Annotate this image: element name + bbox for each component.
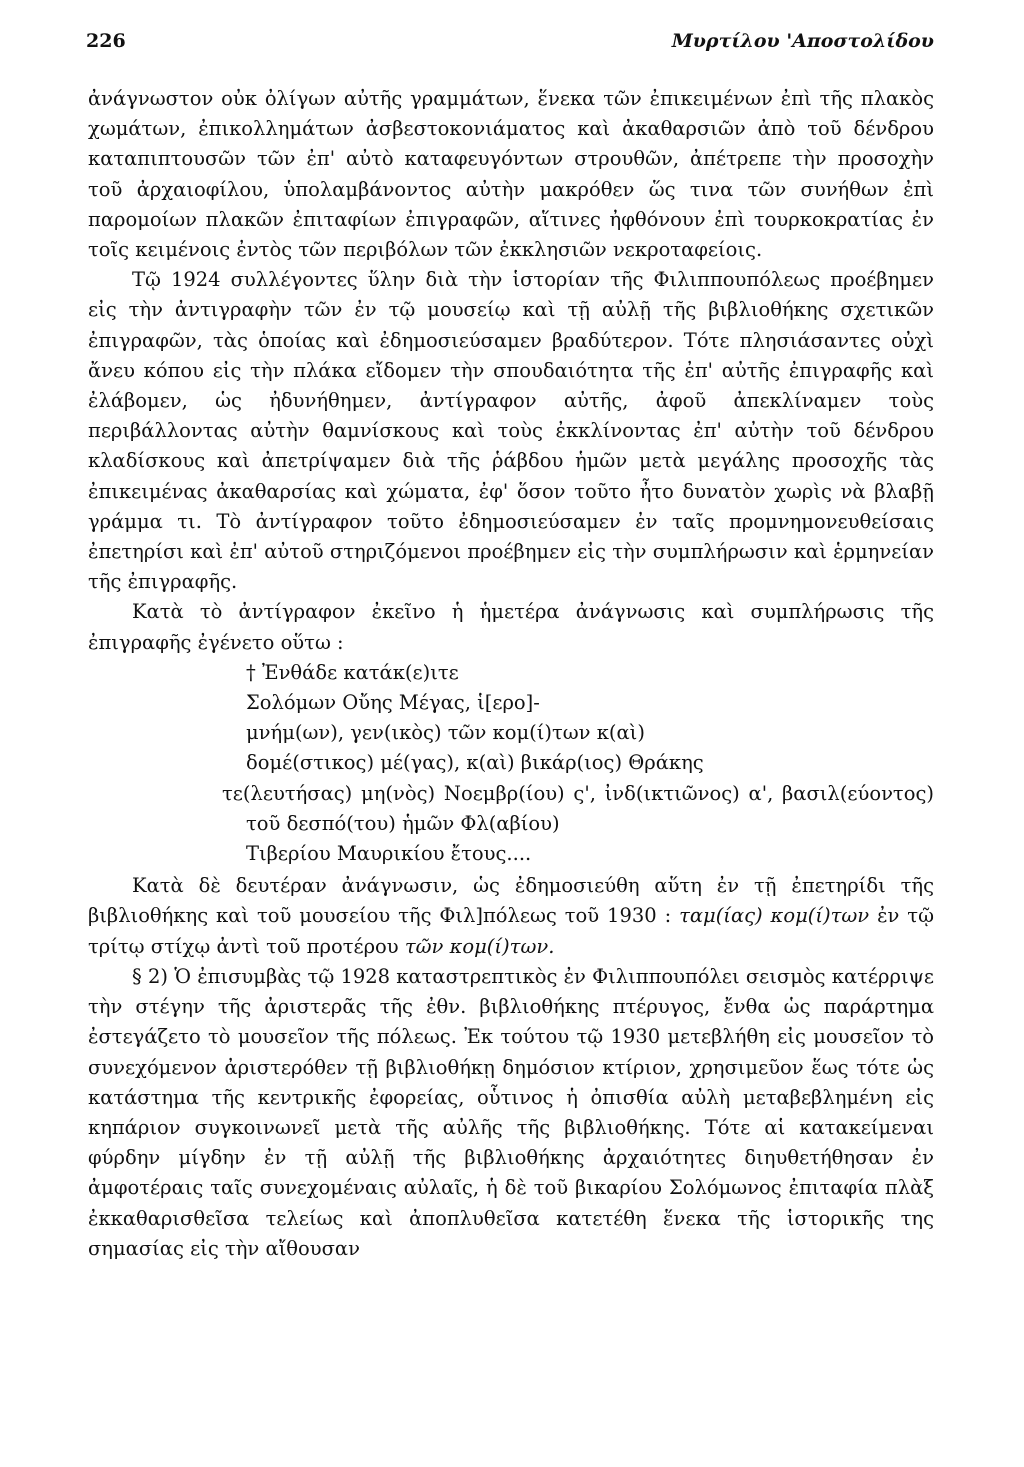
paragraph-4	[88, 871, 934, 962]
inscription-line-1: † Ἐνθάδε κατάκ(ε)ιτε	[246, 660, 459, 684]
page-number: 226	[86, 30, 126, 52]
section-mark: § 2)	[132, 964, 168, 988]
paragraph-4-italic-b: τῶν κομ(ί)των.	[404, 934, 555, 958]
running-head: Μυρτίλου 'Αποστολίδου	[671, 30, 934, 52]
paragraph-4-text-a: Κατὰ δὲ δευτέραν ἀνάγνωσιν, ὡς ἐδημοσιεύθη αὕτη ἐν τῇ ἐπετηρίδι τῆς βιβλιοθήκης καὶ τοῦ μουσείου τῆς Φιλ]πόλεως τοῦ 1930 :	[88, 874, 934, 928]
body-text	[88, 84, 934, 1264]
paragraph-2: Τῷ 1924 συλλέγοντες ὕλην διὰ τὴν ἱστορίαν τῆς Φιλιππουπόλεως προέβημεν εἰς τὴν ἀντιγραφὴν τῶν ἐν τῷ μουσείῳ καὶ τῇ αὐλῇ τῆς βιβλιοθήκης σχετικῶν ἐπιγραφῶν, τὰς ὁποίας καὶ ἐδημοσιεύσαμεν βραδύτερον. Τότε πλησιάσαντες οὐχὶ ἄνευ κόπου εἰς τὴν πλάκα εἴδομεν τὴν σπουδαιότητα τῆς ἐπ' αὐτῆς ἐπιγραφῆς καὶ ἐλάβομεν, ὡς ἠδυνήθημεν, ἀντίγραφον αὐτῆς, ἀφοῦ ἀπεκλίναμεν τοὺς περιβάλλοντας αὐτὴν θαμνίσκους καὶ τοὺς ἐκκλίνοντας ἐπ' αὐτὴν τοῦ δένδρου κλαδίσκους καὶ ἀπετρίψαμεν διὰ τῆς ῥάβδου ἡμῶν μετὰ μεγάλης προσοχῆς τὰς ἐπικειμένας ἀκαθαρσίας καὶ χώματα, ἐφ' ὅσον τοῦτο ἦτο δυνατὸν χωρὶς νὰ βλαβῇ γράμμα τι. Τὸ ἀντίγραφον τοῦτο ἐδημοσιεύσαμεν ἐν ταῖς προμνημονευθείσαις ἐπετηρίσι καὶ ἐπ' αὐτοῦ στηριζόμενοι προέβημεν εἰς τὴν συμπλήρωσιν καὶ ἑρμηνείαν τῆς ἐπιγραφῆς.	[88, 268, 934, 594]
inscription-line-5: τε(λευτήσας) μη(νὸς) Νοεμβρ(ίου) ς', ἰνδ(ικτιῶνος) α', βασιλ(εύοντος) τοῦ δεσπό(του) ἡμῶν Φλ(αβίου)	[222, 781, 934, 835]
paragraph-3: Κατὰ τὸ ἀντίγραφον ἐκεῖνο ἡ ἡμετέρα ἀνάγνωσις καὶ συμπλήρωσις τῆς ἐπιγραφῆς ἐγένετο οὕτω :	[88, 600, 934, 654]
paragraph-5	[88, 962, 934, 1264]
paragraph-4-italic-a: ταμ(ίας) κομ(ί)των	[679, 904, 870, 928]
paragraph-1: ἀνάγνωστον οὐκ ὀλίγων αὐτῆς γραμμάτων, ἕνεκα τῶν ἐπικειμένων ἐπὶ τῆς πλακὸς χωμάτων, ἐπικολλημάτων ἀσβεστοκονιάματος καὶ ἀκαθαρσιῶν ἀπὸ τοῦ δένδρου καταπιπτουσῶν τῶν ἐπ' αὐτὸ καταφευγόντων στρουθῶν, ἀπέτρεπε τὴν προσοχὴν τοῦ ἀρχαιοφίλου, ὑπολαμβάνοντος αὐτὴν μακρόθεν ὥς τινα τῶν συνήθων ἐπὶ παρομοίων πλακῶν ἐπιταφίων ἐπιγραφῶν, αἵτινες ἠφθόνουν ἐπὶ τουρκοκρατίας ἐν τοῖς κειμένοις ἐντὸς τῶν περιβόλων τῶν ἐκκλησιῶν νεκροταφείοις.	[88, 87, 934, 262]
inscription-line-4: δομέ(στικος) μέ(γας), κ(αὶ) βικάρ(ιος) Θράκης	[246, 751, 704, 775]
inscription-line-3: μνήμ(ων), γεν(ικὸς) τῶν κομ(ί)των κ(αὶ)	[246, 721, 645, 745]
paragraph-5-text: Ὁ ἐπισυμβὰς τῷ 1928 καταστρεπτικὸς ἐν Φιλιππουπόλει σεισμὸς κατέρριψε τὴν στέγην τῆς ἀριστερᾶς τῆς ἐθν. βιβλιοθήκης πτέρυγος, ἔνθα ὡς παράρτημα ἐστεγάζετο τὸ μουσεῖον τῆς πόλεως. Ἐκ τούτου τῷ 1930 μετεβλήθη εἰς μουσεῖον τὸ συνεχόμενον ἀριστερόθεν τῇ βιβλιοθήκῃ δημόσιον κτίριον, χρησιμεῦον ἕως τότε ὡς κατάστημα τῆς κεντρικῆς ἐφορείας, οὗτινος ἡ ὀπισθία αὐλὴ μεταβεβλημένη εἰς κηπάριον συγκοινωνεῖ μετὰ τῆς αὐλῆς τῆς βιβλιοθήκης. Τότε αἱ κατακείμεναι φύρδην μίγδην ἐν τῇ αὐλῇ τῆς βιβλιοθήκης ἀρχαιότητες διηυθετήθησαν ἐν ἀμφοτέραις ταῖς συνεχομέναις αὐλαῖς, ἡ δὲ τοῦ βικαρίου Σολόμωνος ἐπιταφία πλὰξ ἐκκαθαρισθεῖσα τελείως καὶ ἀποπλυθεῖσα κατετέθη ἕνεκα τῆς ἱστορικῆς της σημασίας εἰς τὴν αἴθουσαν	[88, 964, 935, 1260]
paragraph-4-text-b: ἐν τῷ τρίτῳ στίχῳ ἀντὶ τοῦ προτέρου	[88, 904, 934, 958]
inscription-line-6: Τιβερίου Μαυρικίου ἔτους....	[246, 842, 532, 866]
inscription-line-2: Σολόμων Οὔης Μέγας, ἱ[ερο]-	[246, 691, 540, 715]
page-header	[86, 30, 934, 60]
inscription-block	[222, 658, 934, 869]
